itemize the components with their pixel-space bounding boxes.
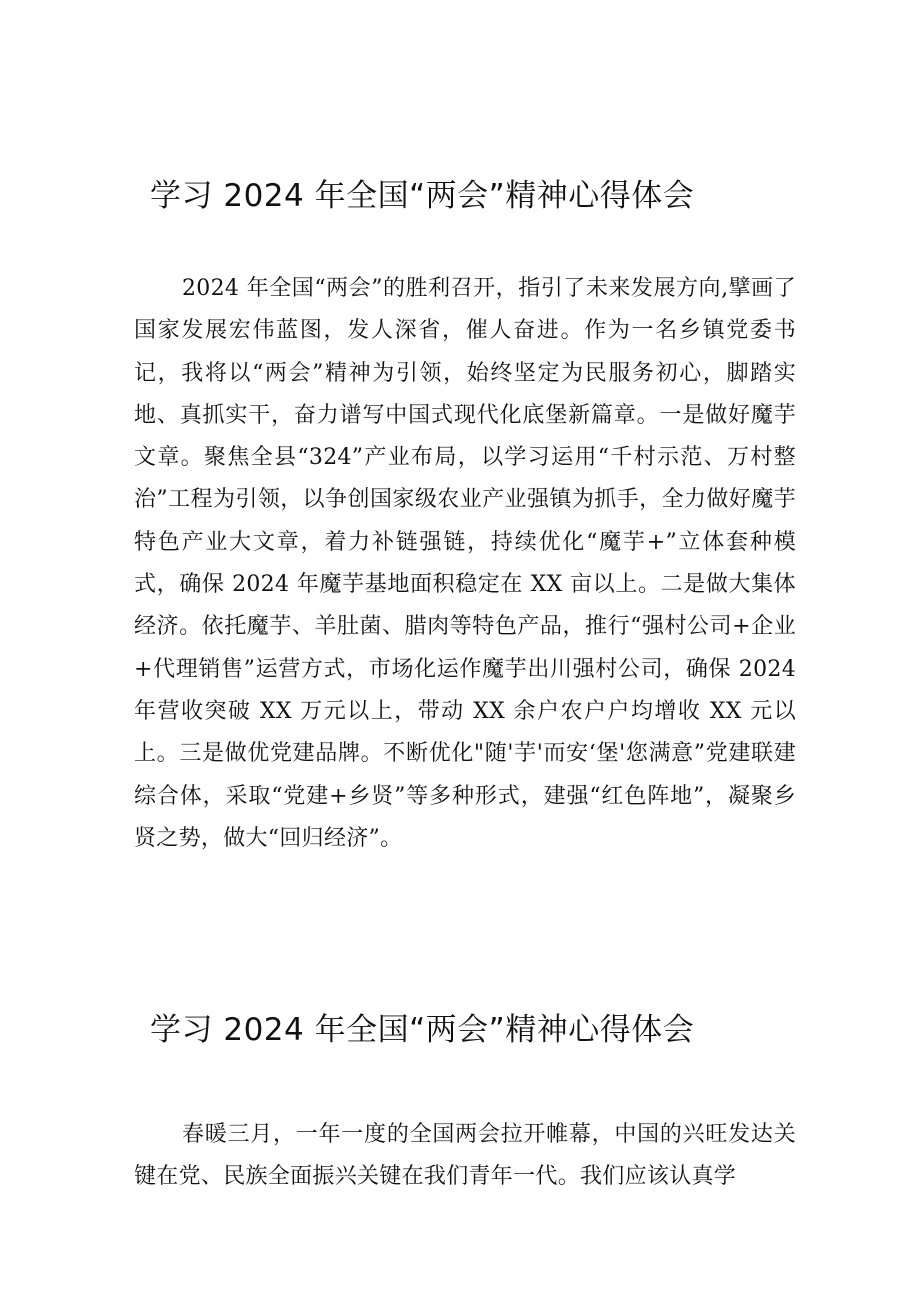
article-1-body: 2024 年全国“两会”的胜利召开，指引了未来发展方向,擘画了国家发展宏伟蓝图，发人深省，催人奋进。作为一名乡镇党委书记，我将以“两会”精神为引领，始终坚定为民服务初心，脚踏实地、真抓实干，奋力谱写中国式现代化底堡新篇章。一是做好魔芋文章。聚焦全县“324”产业布局，以学习运用“千村示范、万村整治”工程为引领，以争创国家级农业产业强镇为抓手，全力做好魔芋特色产业大文章，着力补链强链，持续优化“魔芋+”立体套种模式，确保 2024 年魔芋基地面积稳定在 XX 亩以上。二是做大集体经济。依托魔芋、羊肚菌、腊肉等特色产品，推行“强村公司+企业+代理销售”运营方式，市场化运作魔芋出川强村公司，确保 2024 年营收突破 XX 万元以上，带动 XX 余户农户户均增收 XX 元以上。三是做优党建品牌。不断优化"随'芋'而安‘堡'您满意”党建联建综合体，采取“党建+乡贤”等多种形式，建强“红色阵地”，凝聚乡贤之势，做大“回归经济”。 (134, 276, 796, 851)
article-1-title: 学习 2024 年全国“两会”精神心得体会 (150, 178, 695, 214)
article-2-title: 学习 2024 年全国“两会”精神心得体会 (150, 1012, 695, 1048)
article-2-body: 春暖三月，一年一度的全国两会拉开帷幕，中国的兴旺发达关键在党、民族全面振兴关键在我们青年一代。我们应该认真学 (134, 1122, 796, 1190)
